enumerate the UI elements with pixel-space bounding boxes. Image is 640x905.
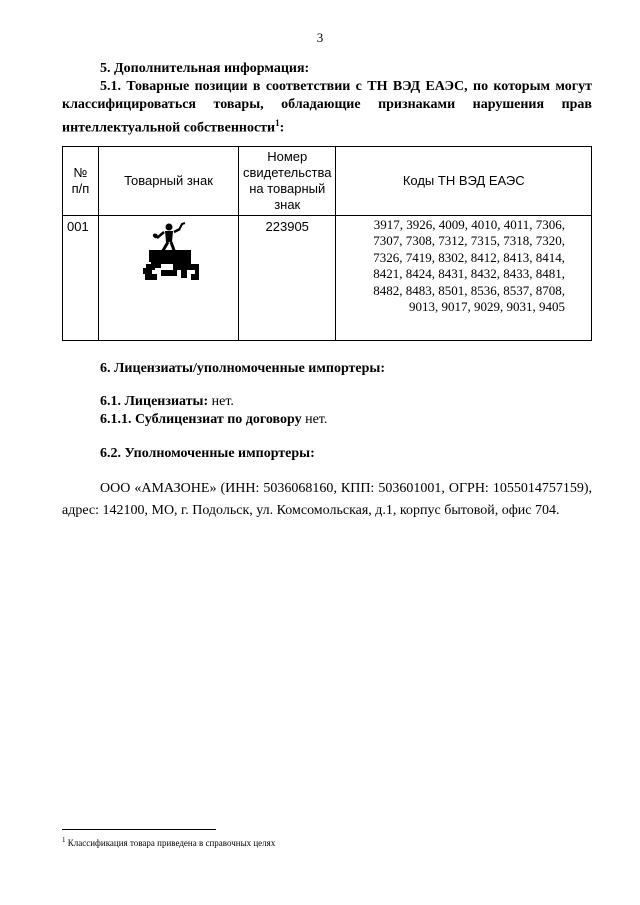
tnved-codes: 3917, 3926, 4009, 4010, 4011, 7306, 7307, 7308, 7312, 7315, 7318, 7320, 7326, 7419, 8302, 8412, 8413, 8414, 8421, 8424, 8431, 8432, 8433, 8481, 8482, 8483, 8501, 8536, 8537, 8708, 9013, 9017, 9029, 9031, 9405: [336, 216, 592, 341]
section-5-1-paragraph: [62, 78, 592, 138]
importer-details: ООО «АМАЗОНЕ» (ИНН: 5036068160, КПП: 503601001, ОГРН: 1055014757159), адрес: 142100, МО, г. Подольск, ул. Комсомольская, д.1, корпус бытовой, офис 704.: [62, 481, 592, 518]
certificate-number: 223905: [239, 216, 336, 341]
sublicensee-label: 6.1.1. Сублицензиат по договору: [100, 412, 302, 427]
row-number: 001: [63, 216, 99, 341]
section-5: [62, 60, 592, 138]
importers-heading: 6.2. Уполномоченные импортеры:: [100, 446, 315, 461]
sublicensee-value: нет.: [301, 412, 328, 427]
footnote-divider: [62, 829, 216, 830]
footnote-marker: 1: [62, 836, 66, 844]
licensees-line: [100, 394, 234, 410]
header-number: № п/п: [63, 147, 99, 216]
table-row: [63, 216, 592, 341]
section-6-heading: 6. Лицензиаты/уполномоченные импортеры:: [100, 361, 386, 376]
header-codes: Коды ТН ВЭД ЕАЭС: [336, 147, 592, 216]
licensees-label: 6.1. Лицензиаты:: [100, 394, 209, 409]
licensees-value: нет.: [208, 394, 234, 409]
tractor-rider-logo-icon: [135, 220, 203, 282]
table-header-row: [63, 147, 592, 216]
tnved-table: [62, 146, 592, 341]
header-certificate: Номер свидетельства на товарный знак: [239, 147, 336, 216]
page-number: 3: [316, 30, 324, 45]
section-5-heading: 5. Дополнительная информация:: [100, 61, 310, 76]
section-5-1-colon: :: [279, 120, 285, 136]
footnote: [62, 836, 275, 848]
sublicensee-line: [100, 412, 327, 428]
footnote-ref: 1: [275, 118, 280, 128]
footnote-text: Классификация товара приведена в справочных целях: [65, 838, 276, 848]
section-5-1-text: 5.1. Товарные позиции в соответствии с ТН ВЭД ЕАЭС, по которым могут классифицироваться товары, обладающие признаками нарушения прав интеллектуальной собственности: [62, 79, 592, 136]
trademark-cell: [99, 216, 239, 341]
header-trademark: Товарный знак: [99, 147, 239, 216]
